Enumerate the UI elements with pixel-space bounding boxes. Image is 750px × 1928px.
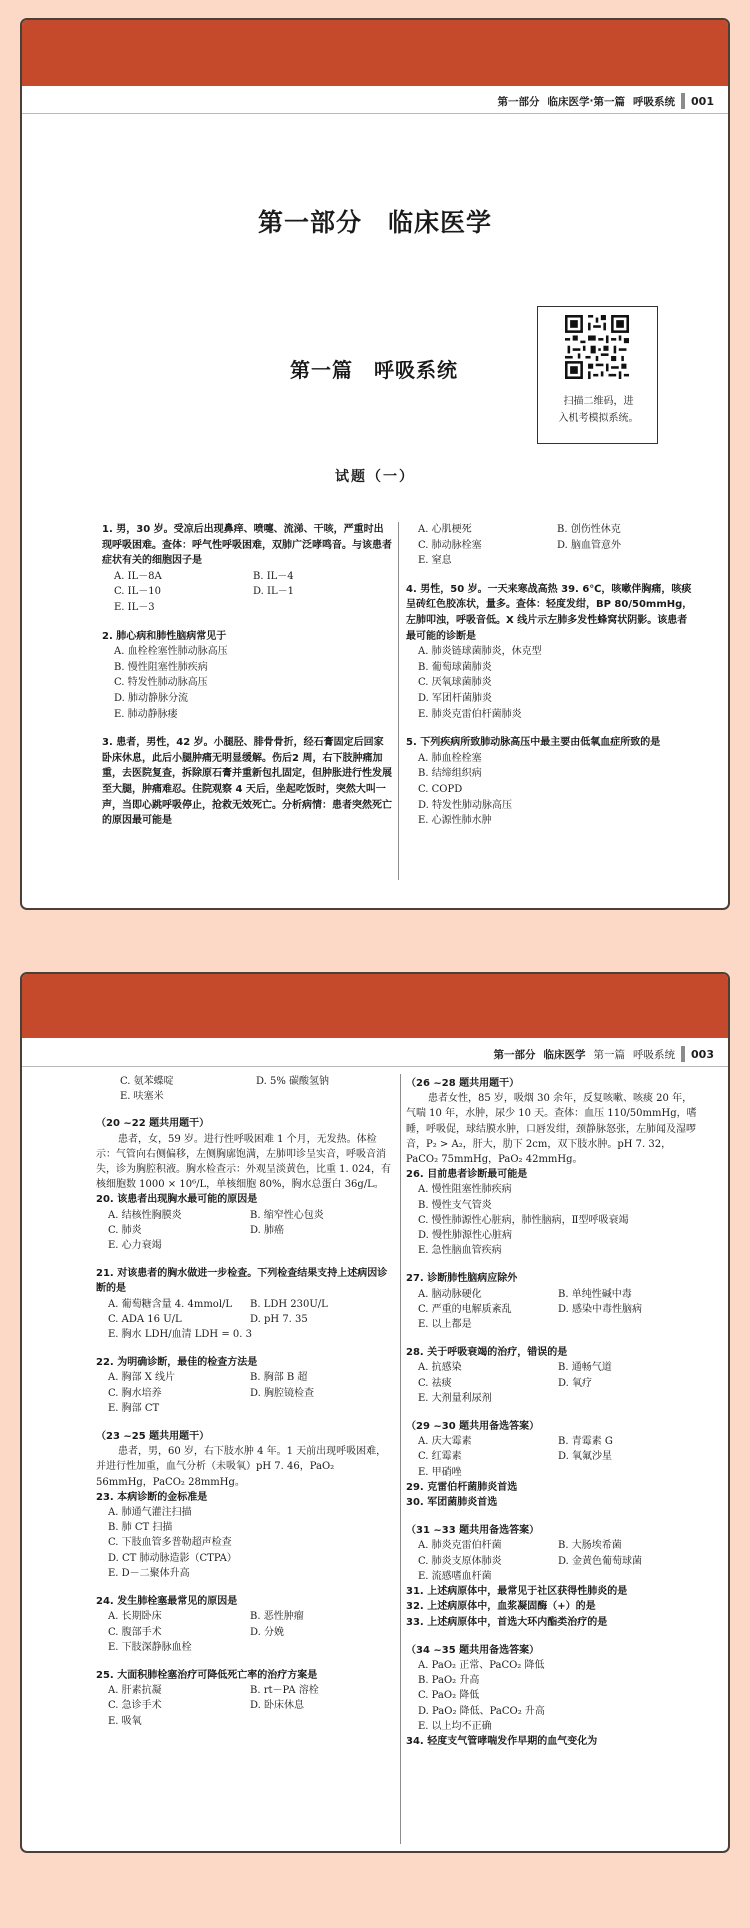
question-5 <box>406 735 696 829</box>
option: D. 氧疗 <box>558 1377 593 1389</box>
header-rule <box>22 1066 728 1067</box>
options <box>96 1297 392 1327</box>
option: D. IL－1 <box>253 586 294 598</box>
group-heading: （34 ~35 题共用备选答案） <box>406 1644 540 1656</box>
qr-caption-line: 扫描二维码，进 <box>563 396 634 407</box>
option: A. 长期卧床 <box>108 1611 162 1623</box>
option: E. D－二聚体升高 <box>108 1567 190 1579</box>
option: E. 呋塞米 <box>120 1091 164 1103</box>
option: E. 窒息 <box>418 555 452 567</box>
group-26-28 <box>406 1076 698 1167</box>
options <box>96 1609 392 1655</box>
question-stem: 27. 诊断肺性脑病应除外 <box>406 1273 518 1285</box>
page-header-band <box>22 974 728 1038</box>
header-dot: · <box>589 95 594 107</box>
qr-code-icon[interactable] <box>565 315 629 379</box>
header-bar <box>681 1046 685 1062</box>
header-chapter: 第一篇 <box>593 1048 626 1061</box>
option: D. 卧床休息 <box>250 1700 305 1712</box>
group-29-30 <box>406 1419 698 1510</box>
running-header <box>494 1044 714 1064</box>
option: A. 肺血栓栓塞 <box>418 752 482 764</box>
option: D. 肺动静脉分流 <box>114 692 189 704</box>
option: C. IL－10 <box>114 586 161 598</box>
option: E. 吸氧 <box>108 1715 142 1727</box>
question-stem: 28. 关于呼吸衰竭的治疗，错误的是 <box>406 1347 568 1359</box>
option: B. rt－PA 溶栓 <box>250 1685 319 1697</box>
group-23-25 <box>96 1429 392 1490</box>
question-23 <box>96 1490 392 1581</box>
option: C. 胸水培养 <box>108 1387 162 1399</box>
question-stem: 33. 上述病原体中，首选大环内酯类治疗的是 <box>406 1616 608 1628</box>
option: D. 胸腔镜检查 <box>250 1387 315 1399</box>
option: D. 慢性肺源性心脏病 <box>418 1230 513 1242</box>
option: D. 肺癌 <box>250 1224 285 1236</box>
options <box>406 1538 698 1584</box>
qr-caption-line: 入机考模拟系统。 <box>558 413 639 424</box>
header-bar <box>681 93 685 109</box>
option: C. 厌氧球菌肺炎 <box>418 677 492 689</box>
group-heading: （20 ~22 题共用题干） <box>96 1118 210 1130</box>
question-stem: 29. 克雷伯杆菌肺炎首选 <box>406 1481 518 1493</box>
group-stem: 患者，男，60 岁，右下肢水肿 4 年。1 天前出现呼吸困难，并进行性加重，血气分析（未吸氧）pH 7. 46，PaO₂ 56mmHg，PaCO₂ 28mmHg。 <box>96 1446 387 1488</box>
q19-options <box>96 1074 392 1104</box>
option: E. IL－3 <box>114 601 155 613</box>
option: B. 慢性阻塞性肺疾病 <box>114 661 208 673</box>
option: E. 心源性肺水肿 <box>418 815 492 827</box>
options <box>96 1683 392 1729</box>
question-24 <box>96 1594 392 1655</box>
column-divider <box>398 522 399 880</box>
option: B. 缩窄性心包炎 <box>250 1209 324 1221</box>
option: A. 肝素抗凝 <box>108 1685 162 1697</box>
group-heading: （29 ~30 题共用备选答案） <box>406 1421 540 1433</box>
options <box>102 569 392 616</box>
page-card-2 <box>20 972 730 1853</box>
question-4 <box>406 582 696 722</box>
option: A. IL－8A <box>114 570 162 582</box>
option: B. PaO₂ 升高 <box>418 1675 480 1687</box>
option: E. 急性脑血管疾病 <box>418 1245 502 1257</box>
option: C. ADA 16 U/L <box>108 1313 182 1325</box>
option: B. LDH 230U/L <box>250 1298 328 1310</box>
column-divider <box>400 1074 401 1844</box>
option: E. 心力衰竭 <box>108 1240 162 1252</box>
question-21 <box>96 1266 392 1342</box>
options <box>96 1370 392 1416</box>
option: B. 肺 CT 扫描 <box>108 1522 173 1534</box>
option: D. 金黄色葡萄球菌 <box>558 1555 643 1567</box>
option: C. 下肢血管多普勒超声检查 <box>108 1537 232 1549</box>
section-title: 第一篇 呼吸系统 <box>290 358 458 382</box>
option: E. 肺炎克雷伯杆菌肺炎 <box>418 708 522 720</box>
option: A. 庆大霉素 <box>418 1436 472 1448</box>
header-system: 呼吸系统 <box>633 1048 676 1061</box>
header-subject: 临床医学 <box>543 1048 586 1061</box>
option: B. 通畅气道 <box>558 1362 612 1374</box>
option: D. 感染中毒性脑病 <box>558 1303 643 1315</box>
question-stem: 32. 上述病原体中，血浆凝固酶（+）的是 <box>406 1601 596 1613</box>
option: C. 急诊手术 <box>108 1700 162 1712</box>
question-26 <box>406 1167 698 1258</box>
question-stem: 24. 发生肺栓塞最常见的原因是 <box>96 1596 238 1608</box>
option: A. 脑动脉硬化 <box>418 1288 482 1300</box>
question-2 <box>102 629 392 723</box>
option: B. 葡萄球菌肺炎 <box>418 661 492 673</box>
option: C. 祛痰 <box>418 1377 452 1389</box>
options <box>406 1434 698 1480</box>
option: B. 青霉素 G <box>558 1436 613 1448</box>
header-chapter: 第一篇 <box>593 95 626 108</box>
option: D. PaO₂ 降低、PaCO₂ 升高 <box>418 1705 545 1717</box>
option: A. 慢性阻塞性肺疾病 <box>418 1184 512 1196</box>
option: E. 下肢深静脉血栓 <box>108 1641 192 1653</box>
page-header-band <box>22 20 728 86</box>
question-stem: 30. 军团菌肺炎首选 <box>406 1497 498 1509</box>
option: A. 胸部 X 线片 <box>108 1372 176 1384</box>
question-stem: 1. 男，30 岁。受凉后出现鼻痒、喷嚏、流涕、干咳，严重时出现呼吸困难。查体：呼气性呼吸困难，双肺广泛哮鸣音。与该患者症状有关的细胞因子是 <box>102 524 392 567</box>
exam-subtitle: 试题（一） <box>335 469 415 485</box>
group-stem: 患者女性，85 岁，吸烟 30 余年，反复咳嗽、咳痰 20 年，气喘 10 年，水肿，尿少 10 天。查体：血压 110/50mmHg，嗜睡，呼吸促，球结膜水肿，口唇发绀，颈静脉怒张，左肺闻及湿啰音，P₂ > A₂，肝大，肋下 2cm，双下肢水肿。pH 7. 32，PaCO₂ 75mmHg，PaO₂ 42mmHg。 <box>406 1093 697 1166</box>
page-number: 003 <box>691 1047 714 1061</box>
group-31-33 <box>406 1523 698 1629</box>
question-stem: 23. 本病诊断的金标准是 <box>96 1491 208 1503</box>
option: C. 肺动脉栓塞 <box>418 539 482 551</box>
option: B. 胸部 B 超 <box>250 1372 308 1384</box>
option: E. 肺动静脉瘘 <box>114 708 178 720</box>
question-3-options <box>406 522 696 569</box>
option: E. 胸水 LDH/血清 LDH = 0. 3 <box>108 1329 252 1341</box>
question-1 <box>102 522 392 616</box>
option: B. 大肠埃希菌 <box>558 1540 622 1552</box>
option: C. COPD <box>418 783 463 795</box>
option: A. 肺炎链球菌肺炎，休克型 <box>418 646 542 658</box>
option: D. CT 肺动脉造影（CTPA） <box>108 1552 237 1564</box>
question-3 <box>102 735 392 829</box>
question-stem: 3. 患者，男性，42 岁。小腿胫、腓骨骨折，经石膏固定后回家卧床休息，此后小腿肿痛无明显缓解。伤后2 周，右下肢肿痛加重，去医院复查，拆除原石膏并重新包扎固定，但肿胀进行性发展至大腿，肿痛难忍。住院观察 4 天后，坐起吃饭时，突然大叫一声，当即心跳呼吸停止，抢救无效死亡。分析病情：患者突然死亡的原因最可能是 <box>102 737 392 827</box>
option: D. 特发性肺动脉高压 <box>418 799 513 811</box>
option: E. 胸部 CT <box>108 1402 160 1414</box>
header-system: 呼吸系统 <box>633 95 676 108</box>
question-20 <box>96 1192 392 1253</box>
part-title: 第一部分 临床医学 <box>257 208 492 237</box>
header-part: 第一部分 <box>493 1048 536 1061</box>
left-column <box>102 522 392 842</box>
group-heading: （31 ~33 题共用备选答案） <box>406 1525 540 1537</box>
group-34-35 <box>406 1643 698 1749</box>
option: A. 葡萄糖含量 4. 4mmol/L <box>108 1298 233 1310</box>
options <box>96 1208 392 1254</box>
running-header <box>498 91 714 111</box>
option: E. 以上都是 <box>418 1319 472 1331</box>
option: D. pH 7. 35 <box>250 1313 308 1325</box>
qr-caption <box>544 393 653 427</box>
question-stem: 21. 对该患者的胸水做进一步检查。下列检查结果支持上述病因诊断的是 <box>96 1268 388 1295</box>
option: B. 单纯性碱中毒 <box>558 1288 632 1300</box>
question-stem: 31. 上述病原体中，最常见于社区获得性肺炎的是 <box>406 1586 628 1598</box>
option: B. IL－4 <box>253 570 294 582</box>
right-column <box>406 1074 698 1749</box>
option: E. 大剂量利尿剂 <box>418 1392 492 1404</box>
option: A. 血栓栓塞性肺动脉高压 <box>114 646 228 658</box>
group-20-22 <box>96 1116 392 1192</box>
question-22 <box>96 1355 392 1416</box>
option: B. 恶性肿瘤 <box>250 1611 304 1623</box>
group-heading: （23 ~25 题共用题干） <box>96 1431 210 1443</box>
option: A. 肺通气灌注扫描 <box>108 1507 192 1519</box>
option: A. 抗感染 <box>418 1362 462 1374</box>
option: C. 腹部手术 <box>108 1626 162 1638</box>
header-rule <box>22 113 728 114</box>
group-heading: （26 ~28 题共用题干） <box>406 1078 520 1089</box>
question-27 <box>406 1271 698 1332</box>
page-number: 001 <box>691 94 714 108</box>
header-part: 第一部分 <box>497 95 540 108</box>
options <box>406 1287 698 1333</box>
option: E. 甲硝唑 <box>418 1466 462 1478</box>
option: C. 肺炎 <box>108 1224 142 1236</box>
option: D. 军团杆菌肺炎 <box>418 692 493 704</box>
option: A. 心肌梗死 <box>418 524 472 535</box>
question-stem: 22. 为明确诊断，最佳的检查方法是 <box>96 1357 258 1369</box>
option: A. 肺炎克雷伯杆菌 <box>418 1540 502 1552</box>
option: D. 氧氟沙星 <box>558 1451 613 1463</box>
question-stem: 2. 肺心病和肺性脑病常见于 <box>102 630 227 642</box>
option: A. 结核性胸膜炎 <box>108 1209 182 1221</box>
option: C. 严重的电解质紊乱 <box>418 1303 512 1315</box>
question-25 <box>96 1668 392 1729</box>
option: D. 5% 碳酸氢钠 <box>256 1076 330 1087</box>
header-subject: 临床医学 <box>547 95 590 108</box>
option: C. 氨苯蝶啶 <box>120 1076 174 1087</box>
page-card-1 <box>20 18 730 910</box>
option: E. 以上均不正确 <box>418 1720 492 1732</box>
option: E. 流感嗜血杆菌 <box>418 1570 492 1582</box>
option: C. 红霉素 <box>418 1451 462 1463</box>
option: C. 慢性肺源性心脏病，肺性脑病，Ⅱ型呼吸衰竭 <box>418 1214 629 1226</box>
options <box>96 1074 392 1104</box>
question-stem: 25. 大面积肺栓塞治疗可降低死亡率的治疗方案是 <box>96 1669 318 1681</box>
option: A. PaO₂ 正常、PaCO₂ 降低 <box>418 1659 545 1671</box>
qr-box <box>537 306 658 444</box>
options <box>406 1360 698 1406</box>
option: C. 特发性肺动脉高压 <box>114 677 208 689</box>
group-stem: 患者，女，59 岁。进行性呼吸困难 1 个月，无发热。体检示：气管向右侧偏移，左侧胸廓饱满，左肺叩诊呈实音，呼吸音消失，诊为胸腔积液。胸水检查示：外观呈淡黄色，比重 1. 024，有核细胞数 1000 × 10⁶/L，单核细胞 80%，胸水总蛋白 36g/L。 <box>96 1133 391 1191</box>
option: C. PaO₂ 降低 <box>418 1690 480 1702</box>
question-stem: 20. 该患者出现胸水最可能的原因是 <box>96 1194 258 1206</box>
option: B. 创伤性休克 <box>557 524 621 535</box>
question-stem: 4. 男性，50 岁。一天来寒战高热 39. 6℃，咳嗽伴胸痛，咳痰呈砖红色胶冻状，量多。查体：轻度发绀，BP 80/50mmHg，左肺叩浊，呼吸音低。X 线片示左肺多发性蜂窝状阴影。该患者最可能的诊断是 <box>406 583 693 642</box>
left-column <box>96 1074 392 1742</box>
options <box>406 522 696 569</box>
question-28 <box>406 1345 698 1406</box>
question-stem: 26. 目前患者诊断最可能是 <box>406 1169 528 1181</box>
option: D. 脑血管意外 <box>557 539 622 551</box>
option: D. 分娩 <box>250 1626 285 1638</box>
option: B. 结缔组织病 <box>418 768 482 780</box>
question-stem: 34. 轻度支气管哮喘发作早期的血气变化为 <box>406 1735 598 1747</box>
right-column <box>406 522 696 842</box>
option: C. 肺炎支原体肺炎 <box>418 1555 502 1567</box>
option: B. 慢性支气管炎 <box>418 1199 492 1211</box>
question-stem: 5. 下列疾病所致肺动脉高压中最主要由低氧血症所致的是 <box>406 737 661 749</box>
